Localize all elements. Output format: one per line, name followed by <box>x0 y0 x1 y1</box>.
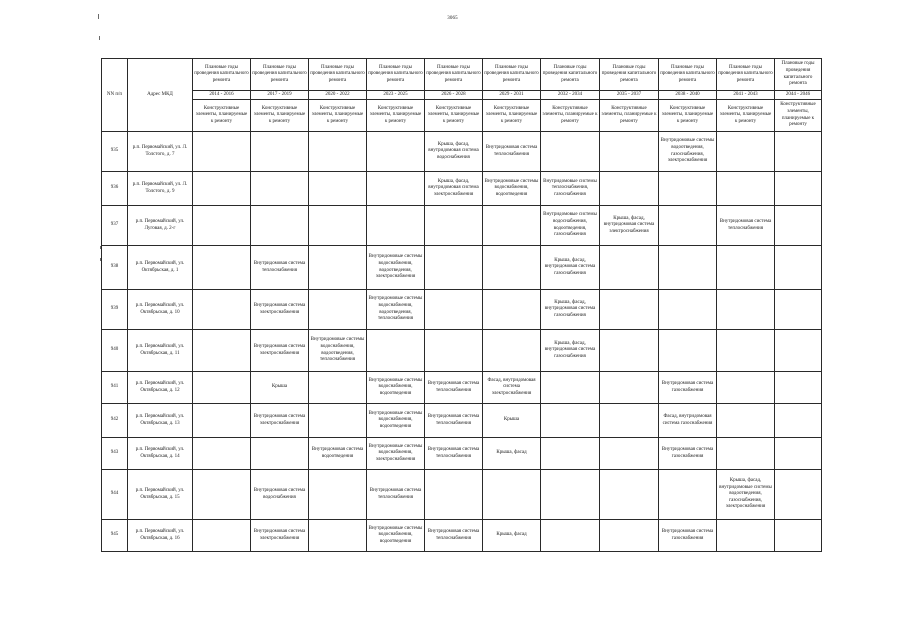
repair-cell <box>775 372 822 404</box>
row-number: 944 <box>102 470 128 520</box>
repair-cell <box>659 246 717 290</box>
repair-cell <box>193 520 251 552</box>
row-address: р.п. Первомайский, ул. Октябрьская, д. 15 <box>128 470 193 520</box>
repair-cell: Крыша, фасад, внутридомовая система газоснабжения <box>541 290 600 330</box>
elements-header: Конструктивные элементы, планируемые к ремонту <box>541 100 600 132</box>
repair-cell: Крыша, фасад <box>483 438 541 470</box>
elements-header: Конструктивные элементы, планируемые к ремонту <box>309 100 367 132</box>
repair-cell <box>775 172 822 206</box>
period-years: 2014 - 2016 <box>193 91 251 100</box>
repair-cell <box>659 470 717 520</box>
period-years: 2035 - 2037 <box>600 91 659 100</box>
period-years: 2023 - 2025 <box>367 91 425 100</box>
elements-header: Конструктивные элементы, планируемые к ремонту <box>659 100 717 132</box>
row-address: р.п. Первомайский, ул. Октябрьская, д. 13 <box>128 404 193 438</box>
table-row <box>102 438 822 470</box>
repair-cell <box>483 290 541 330</box>
repair-cell <box>659 206 717 246</box>
table-row <box>102 206 822 246</box>
repair-cell <box>309 470 367 520</box>
period-header: Плановые годы проведения капитального ремонта <box>309 59 367 91</box>
repair-cell <box>483 330 541 372</box>
repair-cell <box>193 372 251 404</box>
repair-cell <box>309 206 367 246</box>
repair-cell <box>600 172 659 206</box>
repair-cell <box>193 404 251 438</box>
repair-cell <box>193 470 251 520</box>
repair-cell: Крыша <box>251 372 309 404</box>
row-address: р.п. Первомайский, ул. Октябрьская, д. 10 <box>128 290 193 330</box>
row-address: р.п. Первомайский, ул. Октябрьская, д. 14 <box>128 438 193 470</box>
repair-cell: Внутридомовая система водоотведения <box>309 438 367 470</box>
repair-cell <box>193 132 251 172</box>
repair-cell <box>251 206 309 246</box>
row-address: р.п. Первомайский, ул. Л. Толстого, д. 9 <box>128 172 193 206</box>
period-header: Плановые годы проведения капитального ремонта <box>659 59 717 91</box>
table-row <box>102 330 822 372</box>
period-header: Плановые годы проведения капитального ремонта <box>775 59 822 91</box>
period-years: 2020 - 2022 <box>309 91 367 100</box>
margin-mark <box>99 36 100 40</box>
period-header: Плановые годы проведения капитального ремонта <box>483 59 541 91</box>
repair-cell <box>717 520 775 552</box>
repair-cell <box>425 470 483 520</box>
repair-cell <box>717 172 775 206</box>
repair-cell <box>309 372 367 404</box>
repair-cell <box>775 132 822 172</box>
repair-cell <box>483 246 541 290</box>
row-number: 941 <box>102 372 128 404</box>
repair-cell: Внутридомовая система электроснабжения <box>251 330 309 372</box>
repair-cell: Крыша, фасад, внутридомовые системы водоотведения, газоснабжения, электроснабжения <box>717 470 775 520</box>
repair-cell <box>717 132 775 172</box>
row-number: 939 <box>102 290 128 330</box>
repair-cell <box>367 206 425 246</box>
repair-cell <box>309 290 367 330</box>
repair-cell: Внутридомовая система газоснабжения <box>659 372 717 404</box>
repair-cell: Крыша <box>483 404 541 438</box>
repair-cell <box>425 206 483 246</box>
repair-cell <box>775 206 822 246</box>
repair-cell <box>193 290 251 330</box>
table-row <box>102 290 822 330</box>
repair-cell: Внутридомовые системы водоснабжения, водоотведения <box>367 372 425 404</box>
repair-cell: Фасад, внутридомовая система электроснабжения <box>483 372 541 404</box>
header-row-periods <box>102 59 822 91</box>
repair-cell: Внутридомовая система газоснабжения <box>659 438 717 470</box>
row-address: р.п. Первомайский, ул. Октябрьская, д. 11 <box>128 330 193 372</box>
row-address: р.п. Первомайский, ул. Октябрьская, д. 12 <box>128 372 193 404</box>
period-years: 2017 - 2019 <box>251 91 309 100</box>
repair-cell <box>541 438 600 470</box>
repair-cell <box>367 330 425 372</box>
repair-cell <box>659 330 717 372</box>
repair-cell: Внутридомовая система теплоснабжения <box>425 438 483 470</box>
column-header-number: NN п/п <box>102 59 128 132</box>
repair-cell <box>251 132 309 172</box>
repair-cell <box>600 290 659 330</box>
repair-cell: Крыша, фасад, внутридомовая система электроснабжения <box>600 206 659 246</box>
row-address: р.п. Первомайский, ул. Л. Толстого, д. 7 <box>128 132 193 172</box>
repair-cell <box>600 438 659 470</box>
repair-cell <box>309 172 367 206</box>
repair-cell <box>251 172 309 206</box>
repair-cell <box>775 330 822 372</box>
period-years: 2041 - 2043 <box>717 91 775 100</box>
row-number: 936 <box>102 172 128 206</box>
repair-cell <box>775 404 822 438</box>
period-years: 2032 - 2034 <box>541 91 600 100</box>
repair-cell <box>717 372 775 404</box>
elements-header: Конструктивные элементы, планируемые к ремонту <box>775 100 822 132</box>
repair-cell <box>367 172 425 206</box>
repair-cell: Внутридомовая система теплоснабжения <box>425 404 483 438</box>
repair-cell: Внутридомовая система теплоснабжения <box>483 132 541 172</box>
repair-cell <box>541 372 600 404</box>
row-number: 940 <box>102 330 128 372</box>
row-address: р.п. Первомайский, ул. Луговая, д. 2-г <box>128 206 193 246</box>
period-header: Плановые годы проведения капитального ремонта <box>600 59 659 91</box>
elements-header: Конструктивные элементы, планируемые к ремонту <box>717 100 775 132</box>
repair-cell <box>717 246 775 290</box>
period-header: Плановые годы проведения капитального ремонта <box>425 59 483 91</box>
table-row <box>102 520 822 552</box>
repair-cell <box>717 438 775 470</box>
repair-cell <box>541 470 600 520</box>
repair-cell: Внутридомовые системы водоснабжения, электроснабжения <box>367 438 425 470</box>
table-row <box>102 470 822 520</box>
repair-cell <box>717 290 775 330</box>
repair-cell: Фасад, внутридомовая система газоснабжения <box>659 404 717 438</box>
repair-cell <box>541 404 600 438</box>
repair-cell <box>425 246 483 290</box>
repair-cell <box>775 520 822 552</box>
repair-cell <box>425 290 483 330</box>
repair-cell <box>775 246 822 290</box>
elements-header: Конструктивные элементы, планируемые к ремонту <box>193 100 251 132</box>
table-row <box>102 372 822 404</box>
repair-cell <box>309 132 367 172</box>
period-header: Плановые годы проведения капитального ремонта <box>367 59 425 91</box>
repair-cell <box>367 132 425 172</box>
table-row <box>102 404 822 438</box>
header-row-elements <box>102 100 822 132</box>
row-number: 938 <box>102 246 128 290</box>
repair-cell <box>717 404 775 438</box>
row-number: 943 <box>102 438 128 470</box>
repair-cell: Крыша, фасад, внутридомовая система газоснабжения <box>541 246 600 290</box>
repair-cell <box>659 172 717 206</box>
repair-cell: Крыша, фасад, внутридомовая система газоснабжения <box>541 330 600 372</box>
repair-cell: Внутридомовые системы водоснабжения, водоотведения, газоснабжения <box>541 206 600 246</box>
table-row <box>102 172 822 206</box>
repair-cell <box>309 520 367 552</box>
repair-cell: Внутридомовые системы водоснабжения, водоотведения, теплоснабжения <box>367 290 425 330</box>
repair-cell <box>600 520 659 552</box>
repair-cell <box>659 290 717 330</box>
repair-cell <box>717 330 775 372</box>
repair-cell <box>541 132 600 172</box>
repair-cell <box>600 246 659 290</box>
repair-cell <box>775 438 822 470</box>
repair-cell: Внутридомовая система теплоснабжения <box>425 520 483 552</box>
row-address: р.п. Первомайский, ул. Октябрьская, д. 16 <box>128 520 193 552</box>
row-number: 935 <box>102 132 128 172</box>
repair-cell <box>193 206 251 246</box>
repair-cell: Внутридомовая система теплоснабжения <box>251 246 309 290</box>
repair-cell <box>309 246 367 290</box>
page-number: 3065 <box>447 16 458 21</box>
repair-cell: Внутридомовая система электроснабжения <box>251 290 309 330</box>
repair-cell: Внутридомовые системы теплоснабжения, газоснабжения <box>541 172 600 206</box>
period-header: Плановые годы проведения капитального ремонта <box>541 59 600 91</box>
header-row-years <box>102 91 822 100</box>
repair-cell <box>193 172 251 206</box>
repair-cell <box>309 404 367 438</box>
period-header: Плановые годы проведения капитального ремонта <box>717 59 775 91</box>
repair-cell: Внутридомовая система теплоснабжения <box>367 470 425 520</box>
repair-cell: Внутридомовые системы водоотведения, газоснабжения, электроснабжения <box>659 132 717 172</box>
repair-cell <box>483 206 541 246</box>
elements-header: Конструктивные элементы, планируемые к ремонту <box>425 100 483 132</box>
repair-cell <box>425 330 483 372</box>
repair-cell <box>541 520 600 552</box>
repair-cell <box>193 438 251 470</box>
repair-cell <box>600 372 659 404</box>
repair-cell <box>600 330 659 372</box>
row-number: 942 <box>102 404 128 438</box>
repair-cell: Крыша, фасад, внутридомовая система электроснабжения <box>425 172 483 206</box>
row-number: 945 <box>102 520 128 552</box>
repair-cell: Внутридомовые системы водоснабжения, водоотведения <box>367 404 425 438</box>
period-header: Плановые годы проведения капитального ремонта <box>193 59 251 91</box>
column-header-address: Адрес МКД <box>128 59 193 132</box>
repair-cell: Крыша, фасад <box>483 520 541 552</box>
row-number: 937 <box>102 206 128 246</box>
repair-cell: Крыша, фасад, внутридомовая система водоснабжения <box>425 132 483 172</box>
repair-cell <box>483 470 541 520</box>
repair-cell: Внутридомовая система электроснабжения <box>251 520 309 552</box>
period-years: 2029 - 2031 <box>483 91 541 100</box>
elements-header: Конструктивные элементы, планируемые к ремонту <box>600 100 659 132</box>
repair-cell <box>193 246 251 290</box>
table-row <box>102 132 822 172</box>
repair-cell: Внутридомовая система теплоснабжения <box>425 372 483 404</box>
period-years: 2026 - 2028 <box>425 91 483 100</box>
repair-cell <box>600 470 659 520</box>
repair-cell: Внутридомовые системы водоснабжения, водоотведения <box>483 172 541 206</box>
repair-schedule-table <box>101 58 822 552</box>
period-years: 2044 - 2046 <box>775 91 822 100</box>
repair-cell <box>600 404 659 438</box>
period-years: 2038 - 2040 <box>659 91 717 100</box>
repair-cell <box>775 290 822 330</box>
repair-cell: Внутридомовые системы водоснабжения, водоотведения, электроснабжения <box>367 246 425 290</box>
table-row <box>102 246 822 290</box>
repair-cell: Внутридомовые системы водоснабжения, водоотведения, теплоснабжения <box>309 330 367 372</box>
repair-cell: Внутридомовая система электроснабжения <box>251 404 309 438</box>
elements-header: Конструктивные элементы, планируемые к ремонту <box>483 100 541 132</box>
row-address: р.п. Первомайский, ул. Октябрьская, д. 1 <box>128 246 193 290</box>
elements-header: Конструктивные элементы, планируемые к ремонту <box>367 100 425 132</box>
margin-mark <box>98 14 99 19</box>
repair-cell: Внутридомовая система теплоснабжения <box>717 206 775 246</box>
repair-cell <box>775 470 822 520</box>
elements-header: Конструктивные элементы, планируемые к ремонту <box>251 100 309 132</box>
repair-cell <box>251 438 309 470</box>
repair-cell: Внутридомовые системы водоснабжения, водоотведения <box>367 520 425 552</box>
repair-cell: Внутридомовая система водоснабжения <box>251 470 309 520</box>
repair-cell <box>193 330 251 372</box>
repair-cell <box>600 132 659 172</box>
repair-cell: Внутридомовая система газоснабжения <box>659 520 717 552</box>
period-header: Плановые годы проведения капитального ремонта <box>251 59 309 91</box>
